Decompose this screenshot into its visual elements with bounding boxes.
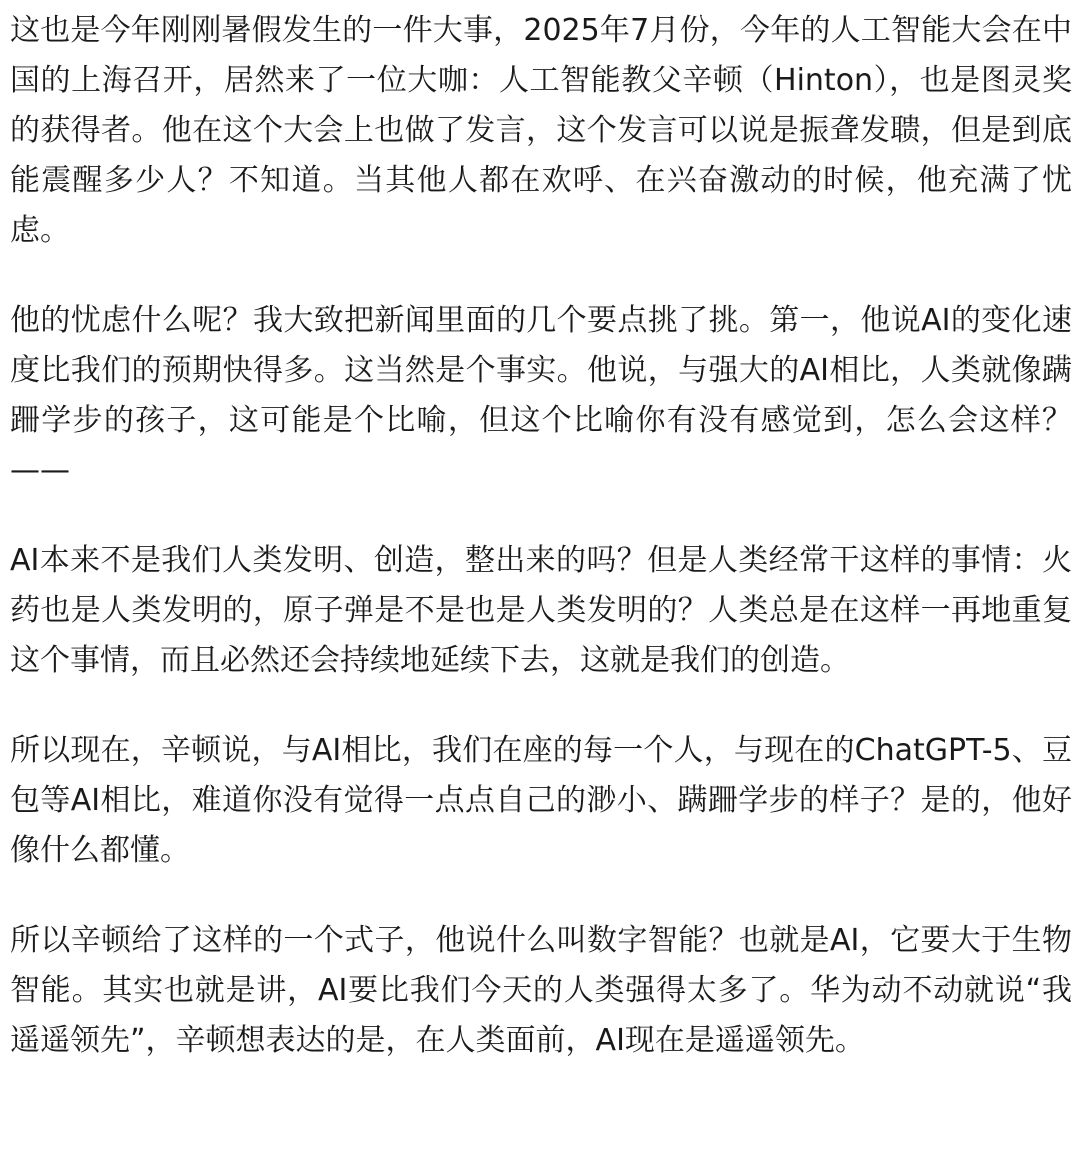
paragraph-4: 所以现在，辛顿说，与AI相比，我们在座的每一个人，与现在的ChatGPT-5、豆包等AI相比，难道你没有觉得一点点自己的渺小、蹒跚学步的样子？是的，他好像什么都懂。: [10, 733, 1072, 868]
paragraph-3: AI本来不是我们人类发明、创造，整出来的吗？但是人类经常干这样的事情：火药也是人类发明的，原子弹是不是也是人类发明的？人类总是在这样一再地重复这个事情，而且必然还会持续地延续下去，这就是我们的创造。: [10, 543, 1072, 678]
paragraph-5: 所以辛顿给了这样的一个式子，他说什么叫数字智能？也就是AI，它要大于生物智能。其实也就是讲，AI要比我们今天的人类强得太多了。华为动不动就说“我遥遥领先”，辛顿想表达的是，在人类面前，AI现在是遥遥领先。: [10, 923, 1072, 1058]
paragraph-1: 这也是今年刚刚暑假发生的一件大事，2025年7月份，今年的人工智能大会在中国的上海召开，居然来了一位大咖：人工智能教父辛顿（Hinton），也是图灵奖的获得者。他在这个大会上也做了发言，这个发言可以说是振聋发聩，但是到底能震醒多少人？不知道。当其他人都在欢呼、在兴奋激动的时候，他充满了忧虑。: [10, 13, 1072, 248]
paragraph-2: 他的忧虑什么呢？我大致把新闻里面的几个要点挑了挑。第一，他说AI的变化速度比我们的预期快得多。这当然是个事实。他说，与强大的AI相比，人类就像蹒跚学步的孩子，这可能是个比喻，但这个比喻你有没有感觉到，怎么会这样？——: [10, 303, 1072, 488]
